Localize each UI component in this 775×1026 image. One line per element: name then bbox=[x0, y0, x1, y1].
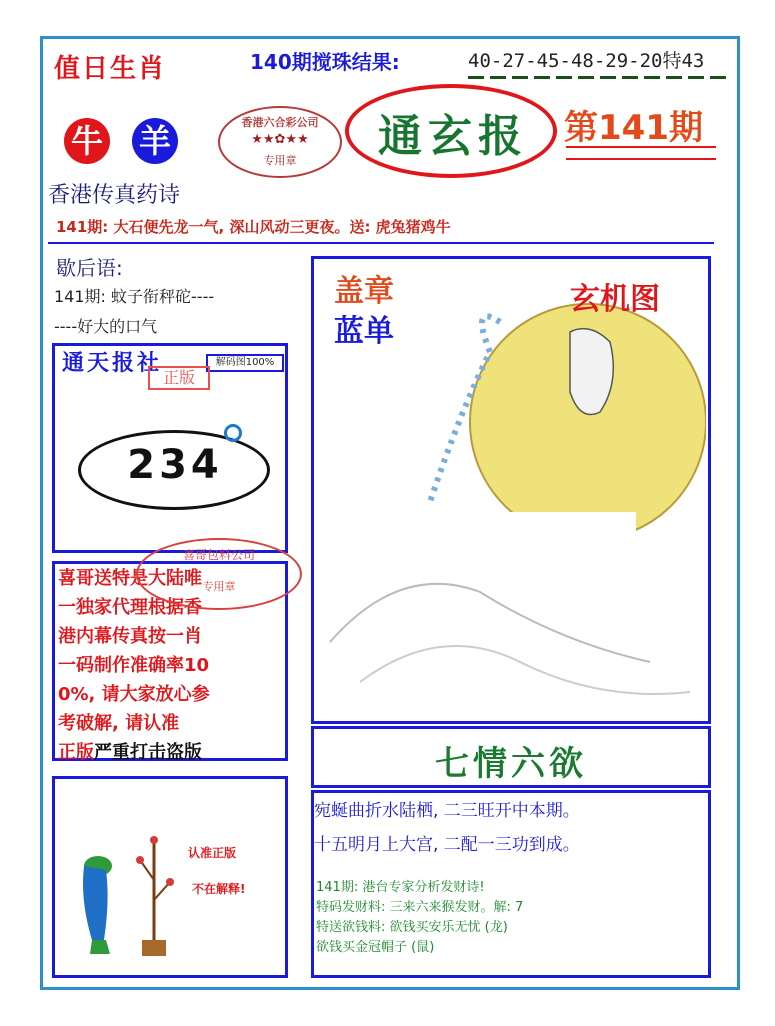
issue-label: 第141期 bbox=[564, 108, 703, 148]
cartoon-figure-icon bbox=[70, 820, 180, 960]
promo-line-3: 港内幕传真按一肖 bbox=[58, 626, 202, 647]
bottom-green-line1: 141期: 港台专家分析发财诗! bbox=[316, 880, 485, 895]
bottom-green-line3: 特送欲钱料: 欲钱买安乐无忧 (龙) bbox=[316, 920, 508, 935]
bottom-poem-line2: 十五明月上大宫, 二配一三功到成。 bbox=[314, 835, 580, 855]
duty-zodiac-label: 值日生肖 bbox=[54, 54, 167, 84]
mystery-stamp-line1: 盖章 bbox=[334, 274, 394, 309]
promo-stamp-sub: 专用章 bbox=[202, 580, 236, 593]
promo-anti-piracy: 严重打击盗版 bbox=[94, 742, 202, 763]
promo-line-7 bbox=[58, 738, 284, 767]
proverb-heading: 歇后语: bbox=[56, 256, 123, 280]
mystery-title: 玄机图 bbox=[570, 282, 660, 317]
draw-result-label: 140期搅珠结果: bbox=[250, 50, 400, 74]
circle-mark-icon bbox=[224, 424, 242, 442]
tongtian-number: 234 bbox=[127, 442, 223, 488]
cartoon-illustration bbox=[70, 820, 180, 960]
proverb-line2: ----好大的口气 bbox=[54, 317, 158, 336]
promo-line-4: 一码制作准确率10 bbox=[58, 655, 210, 676]
bottom-poem-line1: 宛蜒曲折水陆栖, 二三旺开中本期。 bbox=[314, 801, 580, 821]
promo-line-6: 考破解, 请认准 bbox=[58, 713, 180, 734]
result-underline bbox=[468, 76, 732, 79]
paper-title: 通玄报 bbox=[378, 111, 528, 162]
seal-sub: 专用章 bbox=[263, 154, 297, 167]
zodiac-goat-badge: 羊 bbox=[132, 118, 178, 164]
cartoon-line-1: 认准正版 bbox=[188, 846, 237, 860]
issue-underline bbox=[566, 146, 716, 160]
promo-line-2: 一独家代理根据香 bbox=[58, 597, 202, 618]
bottom-green-line2: 特码发财料: 三来六来猴发财。解: 7 bbox=[316, 900, 524, 915]
draw-result-numbers: 40-27-45-48-29-20特43 bbox=[468, 50, 705, 72]
tongtian-stamp: 正版 bbox=[148, 366, 210, 390]
promo-line-1: 喜哥送特是大陆唯 bbox=[58, 568, 202, 589]
promo-stamp-text: 喜哥包料公司 bbox=[182, 548, 255, 562]
seven-emotions-title: 七情六欲 bbox=[435, 744, 587, 784]
seal-stars-icon: ★★✿★★ bbox=[251, 132, 309, 147]
seal-text: 香港六合彩公司 bbox=[241, 116, 319, 129]
proverb-line1: 141期: 蚊子衔秤砣---- bbox=[54, 287, 215, 306]
zodiac-ox-badge: 牛 bbox=[64, 118, 110, 164]
cartoon-line-2: 不在解释! bbox=[192, 882, 246, 896]
mystery-stamp-line2: 蓝单 bbox=[334, 314, 394, 349]
tongtian-tag: 解码图100% bbox=[206, 354, 284, 372]
poem-heading: 香港传真药诗 bbox=[48, 183, 181, 208]
promo-stamp bbox=[136, 538, 302, 610]
poem-underline bbox=[48, 242, 714, 244]
poem-line: 141期: 大石便先龙一气, 深山风动三更夜。送: 虎兔猪鸡牛 bbox=[56, 218, 451, 236]
promo-line-5: 0%, 请大家放心参 bbox=[58, 684, 210, 705]
tongtian-title: 通天报社 bbox=[62, 351, 163, 376]
company-seal bbox=[218, 106, 342, 178]
bottom-green-line4: 欲钱买金冠帽子 (鼠) bbox=[316, 940, 435, 955]
promo-genuine: 正版 bbox=[58, 742, 94, 763]
